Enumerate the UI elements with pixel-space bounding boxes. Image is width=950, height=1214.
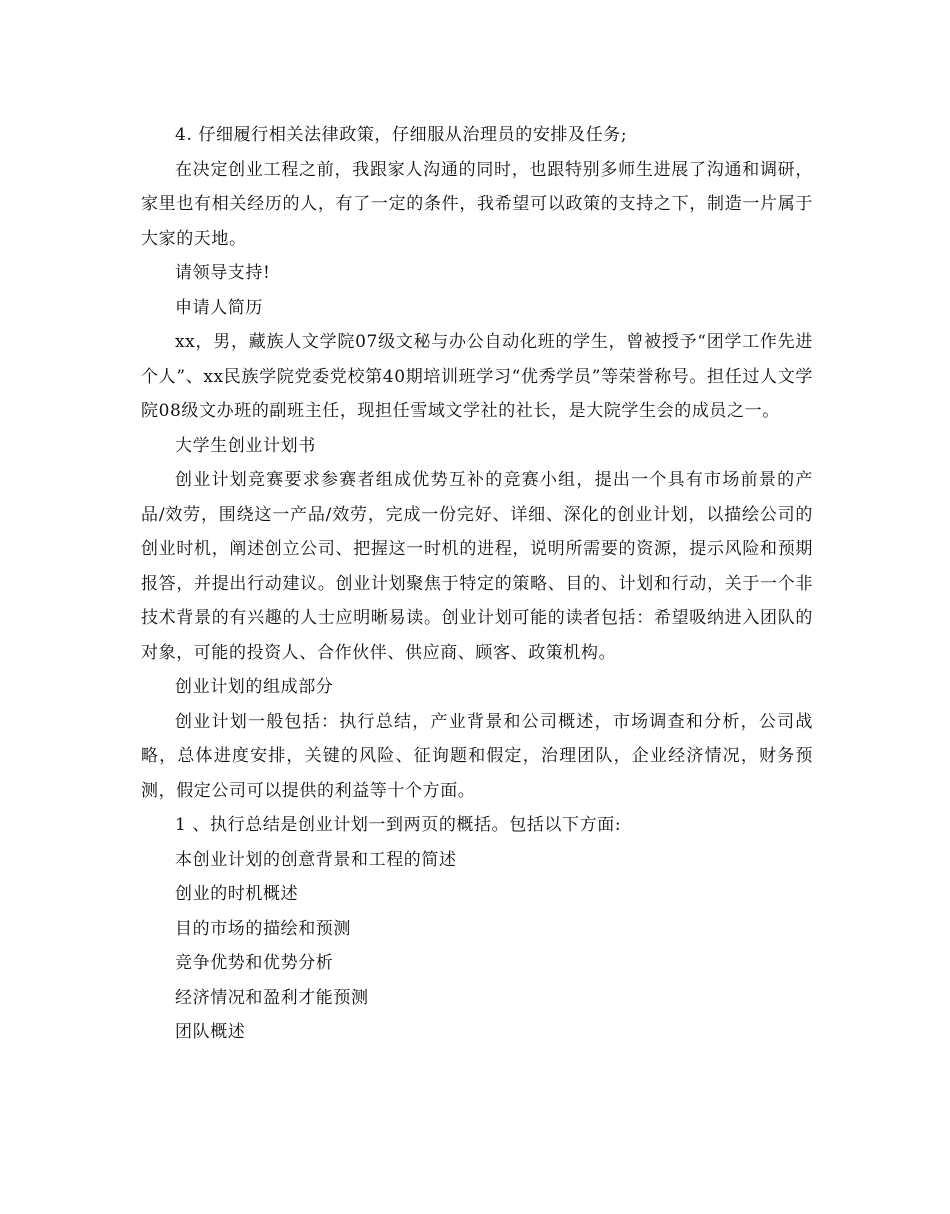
paragraph-plan-contents: 创业计划一般包括：执行总结，产业背景和公司概述，市场调查和分析，公司战略，总体进度安排，关键的风险、征询题和假定，治理团队，企业经济情况，财务预测，假定公司可以提供的利益等十个方面。 xyxy=(141,711,813,801)
list-item: 经济情况和盈利才能预测 xyxy=(175,987,369,1008)
paragraph-communication: 在决定创业工程之前，我跟家人沟通的同时，也跟特别多师生进展了沟通和调研，家里也有相关经历的人，有了一定的条件，我希望可以政策的支持之下，制造一片属于大家的天地。 xyxy=(141,159,813,249)
list-item: 团队概述 xyxy=(175,1022,246,1042)
paragraph-resume: xx，男，藏族人文学院07级文秘与办公自动化班的学生，曾被授予“团学工作先进个人”、xx民族学院党委党校第40期培训班学习“优秀学员”等荣誉称号。担任过人文学院08级文办班的副班主任，现担任雪域文学社的社长，是大院学生会的成员之一。 xyxy=(141,332,813,421)
list-item: 创业的时机概述 xyxy=(175,884,299,904)
paragraph-request-support: 请领导支持! xyxy=(175,263,271,283)
heading-applicant-resume: 申请人简历 xyxy=(175,297,263,318)
list-item: 竞争优势和优势分析 xyxy=(175,953,334,973)
heading-business-plan: 大学生创业计划书 xyxy=(175,435,316,456)
list-item: 本创业计划的创意背景和工程的简述 xyxy=(175,849,457,870)
paragraph-executive-summary: 1 、执行总结是创业计划一到两页的概括。包括以下方面: xyxy=(175,815,622,835)
paragraph-law-policy: 4. 仔细履行相关法律政策，仔细服从治理员的安排及任务; xyxy=(175,125,628,145)
list-item: 目的市场的描绘和预测 xyxy=(175,918,351,939)
heading-plan-components: 创业计划的组成部分 xyxy=(175,677,334,697)
paragraph-competition: 创业计划竞赛要求参赛者组成优势互补的竞赛小组，提出一个具有市场前景的产品/效劳，围绕这一产品/效劳，完成一份完好、详细、深化的创业计划，以描绘公司的创业时机，阐述创立公司、把握这一时机的进程，说明所需要的资源，提示风险和预期报答，并提出行动建议。创业计划聚焦于特定的策略、目的、计划和行动，关于一个非技术背景的有兴趣的人士应明晰易读。创业计划可能的读者包括：希望吸纳进入团队的对象，可能的投资人、合作伙伴、供应商、顾客、政策机构。 xyxy=(141,470,813,663)
document-body xyxy=(141,118,813,1050)
